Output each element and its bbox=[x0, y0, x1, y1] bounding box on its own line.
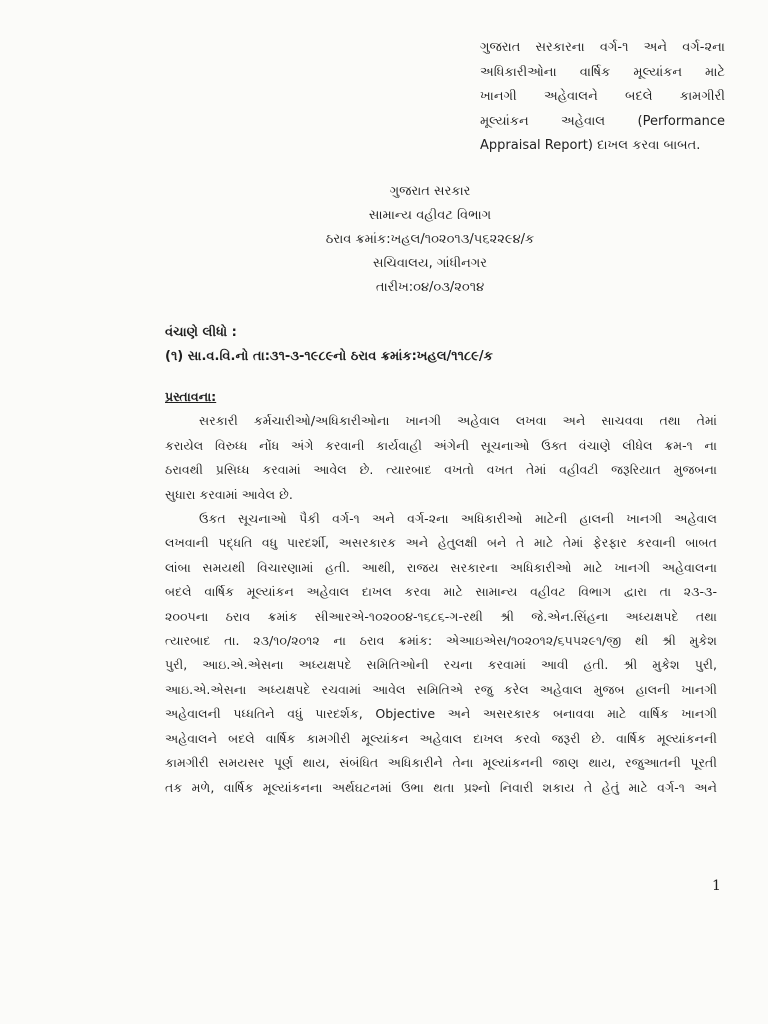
subject-line: ગુજરાત સરકારના વર્ગ-૧ અને વર્ગ-૨ના bbox=[480, 40, 725, 55]
paragraph-line: પુરી, આઇ.એ.એસના અધ્યક્ષપદે સમિતિઓની રચના કરવામાં આવી હતી. શ્રી મુકેશ પુરી, bbox=[165, 657, 717, 673]
paragraph-line: ત્યારબાદ તા. ૨૩/૧૦/૨૦૧૨ ના ઠરાવ ક્રમાંક: એઆઇએસ/૧૦૨૦૧૨/૬૫૫૨૯૧/જી થી શ્રી મુકેશ bbox=[165, 633, 717, 649]
paragraph-line: ઠરાવથી પ્રસિધ્ધ કરવામાં આવેલ છે. ત્યારબાદ વખતો વખત તેમાં વહીવટી જરૂરિયાત મુજબના bbox=[165, 462, 717, 478]
paragraph-line: કરાયેલ વિરુધ્ધ નોંધ અંગે કરવાની કાર્યવાહી અંગેની સૂચનાઓ ઉક્ત વંચાણે લીધેલ ક્રમ-૧ ના bbox=[165, 437, 717, 453]
office-location: સચિવાલય, ગાંધીનગર bbox=[373, 256, 487, 271]
reference-item: (૧) સા.વ.વિ.નો તા:૩૧-૩-૧૯૮૯નો ઠરાવ ક્રમાંક:ખહલ/૧૧૮૯/ક bbox=[165, 349, 493, 364]
paragraph-line: સુધારા કરવામાં આવેલ છે. bbox=[165, 486, 293, 502]
preamble-paragraph-1 bbox=[165, 409, 717, 507]
reference-block bbox=[165, 321, 493, 369]
paragraph-line: સરકારી કર્મચારીઓ/અધિકારીઓના ખાનગી અહેવાલ લખવા અને સાચવવા તથા તેમાં bbox=[199, 413, 717, 429]
subject-line: Appraisal Report) દાખલ કરવા બાબત. bbox=[480, 138, 701, 153]
department-name: સામાન્ય વહીવટ વિભાગ bbox=[368, 208, 492, 223]
paragraph-line: ૨૦૦૫ના ઠરાવ ક્રમાંક સીઆરએ-૧૦૨૦૦૪-૧૬૮૬-ગ-રથી શ્રી જે.એન.સિંહના અધ્યક્ષપદે તથા bbox=[165, 608, 717, 624]
resolution-header bbox=[300, 180, 560, 300]
paragraph-line: તક મળે, વાર્ષિક મૂલ્યાંકનના અર્થઘટનમાં ઉભા થતા પ્રશ્નો નિવારી શકાય તે હેતું માટે વર્ગ-૧ અને bbox=[165, 779, 717, 795]
reference-heading: વંચાણે લીધો : bbox=[165, 325, 237, 340]
subject-line: અધિકારીઓના વાર્ષિક મૂલ્યાંકન માટે bbox=[480, 64, 725, 80]
resolution-date: તારીખ:૦૪/૦૩/૨૦૧૪ bbox=[375, 280, 485, 295]
paragraph-line: લખવાની પદ્ધતિ વધુ પારદર્શી, અસરકારક અને હેતુલક્ષી બને તે માટે તેમાં ફેરફાર કરવાની બાબત bbox=[165, 535, 717, 551]
subject-line: ખાનગી અહેવાલને બદલે કામગીરી bbox=[480, 89, 725, 104]
subject-line: મૂલ્યાંકન અહેવાલ (Performance bbox=[480, 113, 725, 129]
paragraph-line: અહેવાલની પધ્ધતિને વધું પારદર્શક, Objective અને અસરકારક બનાવવા માટે વાર્ષિક ખાનગી bbox=[165, 706, 717, 722]
subject-block bbox=[480, 36, 725, 159]
paragraph-line: કામગીરી સમયસર પૂર્ણ થાય, સંબંધિત અધિકારીને તેના મૂલ્યાંકનની જાણ થાય, રજુઆતની પૂરતી bbox=[165, 755, 717, 771]
paragraph-line: અહેવાલને બદલે વાર્ષિક કામગીરી મૂલ્યાંકન અહેવાલ દાખલ કરવો જરૂરી છે. વાર્ષિક મૂલ્યાંકનની bbox=[165, 730, 717, 746]
page-number: 1 bbox=[712, 878, 721, 894]
preamble-section bbox=[165, 385, 717, 800]
paragraph-line: બદલે વાર્ષિક મૂલ્યાંકન અહેવાલ દાખલ કરવા માટે સામાન્ય વહીવટ વિભાગ દ્વારા તા ૨૩-૩- bbox=[165, 584, 717, 600]
preamble-title: પ્રસ્તાવના: bbox=[165, 389, 217, 404]
preamble-paragraph-2 bbox=[165, 507, 717, 800]
paragraph-line: આઇ.એ.એસના અધ્યક્ષપદે રચવામાં આવેલ સમિતિએ રજુ કરેલ અહેવાલ મુજબ હાલની ખાનગી bbox=[165, 681, 717, 697]
resolution-number: ઠરાવ ક્રમાંક:ખહલ/૧૦૨૦૧૩/૫૬૨૨૯૪/ક bbox=[325, 232, 535, 247]
government-name: ગુજરાત સરકાર bbox=[389, 184, 471, 199]
paragraph-line: લાંબા સમયથી વિચારણામાં હતી. આથી, રાજય સરકારના અધિકારીઓ માટે ખાનગી અહેવાલના bbox=[165, 559, 717, 575]
paragraph-line: ઉકત સૂચનાઓ પૈકી વર્ગ-૧ અને વર્ગ-૨ના અધિકારીઓ માટેની હાલની ખાનગી અહેવાલ bbox=[199, 511, 717, 527]
